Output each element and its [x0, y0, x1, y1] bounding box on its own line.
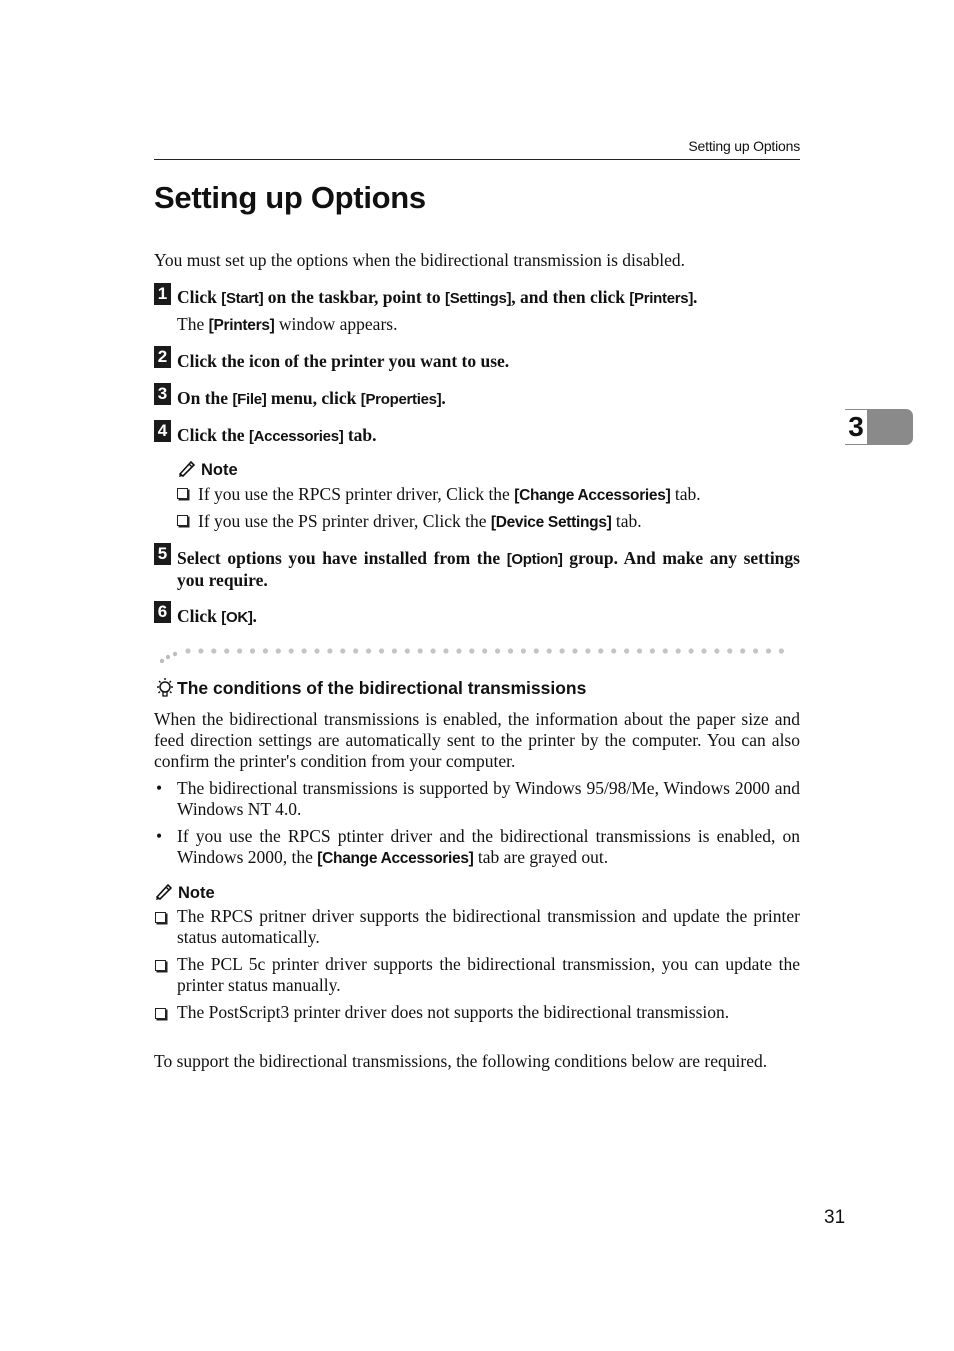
step-number-3: 3	[154, 383, 171, 405]
chapter-tab	[845, 409, 913, 445]
header-rule	[154, 159, 800, 160]
separator-dot	[779, 648, 784, 653]
separator-dot	[611, 648, 616, 653]
separator-dot	[701, 648, 706, 653]
step-1-text: Click [Start] on the taskbar, point to [Settings], and then click [Printers].	[177, 287, 698, 307]
separator-dot	[650, 648, 655, 653]
separator-dot	[237, 648, 242, 653]
checkbox-bullet-icon	[155, 960, 166, 971]
separator-dot	[392, 648, 397, 653]
separator-dot	[431, 648, 436, 653]
separator-dot	[327, 648, 332, 653]
step-1-result: The [Printers] window appears.	[177, 314, 398, 334]
checkbox-bullet-icon	[177, 515, 188, 526]
separator-dot	[314, 648, 319, 653]
chapter-number: 3	[845, 410, 867, 444]
note-1-item-2: If you use the PS printer driver, Click the [Device Settings] tab.	[177, 511, 642, 533]
page-number: 31	[824, 1207, 846, 1228]
separator-dot	[495, 648, 500, 653]
separator-dot	[366, 648, 371, 653]
step-6-text: Click [OK].	[177, 606, 257, 626]
checkbox-bullet-icon	[155, 1008, 166, 1019]
step-number-5: 5	[154, 543, 171, 565]
separator-dot	[598, 648, 603, 653]
separator-dot	[418, 648, 423, 653]
separator-dot	[160, 659, 164, 663]
separator-dot	[456, 648, 461, 653]
step-number-4: 4	[154, 420, 171, 442]
pencil-icon	[177, 459, 197, 477]
separator-dot	[560, 648, 565, 653]
step-5-text: Select options you have installed from the [Option] group. And make any settings you require.	[177, 548, 800, 590]
separator-dot	[753, 648, 758, 653]
separator-dot	[289, 648, 294, 653]
note-2-heading: Note	[154, 882, 215, 903]
separator-dot	[379, 648, 384, 653]
tip-paragraph: When the bidirectional transmissions is enabled, the information about the paper size and feed direction settings are automatically sent to the printer by the computer. You can also confirm the printer's condition from your computer.	[154, 709, 800, 771]
step-number-6: 6	[154, 601, 171, 623]
tip-bullet-2: • If you use the RPCS ptinter driver and the bidirectional transmissions is enabled, on Windows 2000, the [Change Accessories] tab are grayed out.	[156, 826, 800, 867]
separator-dot	[714, 648, 719, 653]
tip-bullet-1: • The bidirectional transmissions is supported by Windows 95/98/Me, Windows 2000 and Windows NT 4.0.	[156, 778, 800, 819]
separator-dot	[263, 648, 268, 653]
separator-dot	[534, 648, 539, 653]
note-2-item-3: The PostScript3 printer driver does not supports the bidirectional transmission.	[154, 1002, 800, 1023]
checkbox-bullet-icon	[155, 912, 166, 923]
separator-dot	[637, 648, 642, 653]
separator-dot	[405, 648, 410, 653]
closing-paragraph: To support the bidirectional transmissions, the following conditions below are required.	[154, 1051, 768, 1071]
page-title: Setting up Options	[154, 180, 426, 215]
step-3-text: On the [File] menu, click [Properties].	[177, 388, 446, 408]
step-number-2: 2	[154, 346, 171, 368]
separator-dot	[521, 648, 526, 653]
separator-dot	[353, 648, 358, 653]
pencil-icon	[154, 882, 174, 900]
separator-dot	[624, 648, 629, 653]
separator-dot	[340, 648, 345, 653]
separator-dot	[166, 655, 170, 659]
tip-heading: The conditions of the bidirectional transmissions	[177, 678, 586, 699]
note-2-item-1: The RPCS pritner driver supports the bidirectional transmission and update the printer status automatically.	[154, 906, 800, 948]
dotted-separator	[160, 645, 800, 663]
separator-dot	[185, 648, 190, 653]
separator-dot	[469, 648, 474, 653]
note-1-item-1: If you use the RPCS printer driver, Click the [Change Accessories] tab.	[177, 484, 701, 506]
separator-dot	[508, 648, 513, 653]
bullet-dot: •	[156, 826, 163, 846]
separator-dot	[547, 648, 552, 653]
running-header: Setting up Options	[688, 138, 800, 154]
separator-dot	[250, 648, 255, 653]
separator-dot	[482, 648, 487, 653]
separator-dot	[766, 648, 771, 653]
separator-dot	[211, 648, 216, 653]
checkbox-bullet-icon	[177, 488, 188, 499]
bullet-dot: •	[156, 778, 163, 798]
separator-dot	[276, 648, 281, 653]
separator-dot	[443, 648, 448, 653]
step-2-text: Click the icon of the printer you want to use.	[177, 351, 510, 371]
note-1-heading: Note	[177, 459, 238, 480]
separator-dot	[689, 648, 694, 653]
separator-dot	[585, 648, 590, 653]
separator-dot	[224, 648, 229, 653]
separator-dot	[663, 648, 668, 653]
separator-dot	[198, 648, 203, 653]
separator-dot	[173, 652, 177, 656]
step-4-text: Click the [Accessories] tab.	[177, 425, 377, 445]
lightbulb-icon	[154, 677, 176, 699]
step-number-1: 1	[154, 283, 171, 305]
intro-paragraph: You must set up the options when the bidirectional transmission is disabled.	[154, 250, 685, 270]
separator-dot	[727, 648, 732, 653]
note-2-item-2: The PCL 5c printer driver supports the bidirectional transmission, you can update the printer status manually.	[154, 954, 800, 996]
separator-dot	[740, 648, 745, 653]
separator-dot	[302, 648, 307, 653]
separator-dot	[572, 648, 577, 653]
separator-dot	[676, 648, 681, 653]
